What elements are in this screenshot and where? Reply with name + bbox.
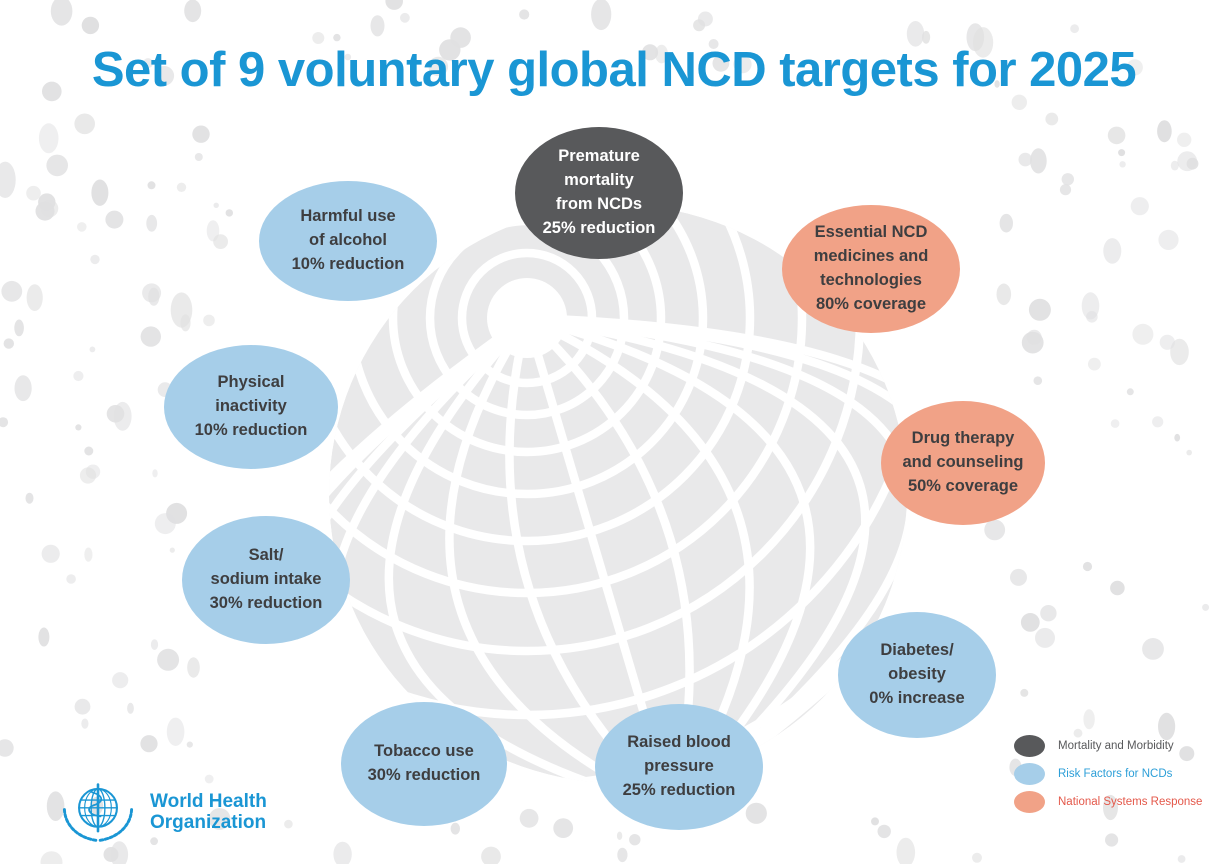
bubble-text-line: 50% coverage bbox=[907, 476, 1019, 495]
bubble-essential-medicines bbox=[782, 205, 960, 333]
legend bbox=[1014, 732, 1202, 816]
page-title: Set of 9 voluntary global NCD targets for 2025 bbox=[91, 43, 1137, 97]
legend-item-systems-response bbox=[1014, 788, 1202, 816]
who-logo-text bbox=[150, 792, 267, 834]
who-logo bbox=[54, 782, 267, 844]
bubble-harmful-alcohol bbox=[259, 181, 437, 301]
bubble-text-line: pressure bbox=[644, 757, 714, 776]
bubble-text-line: sodium intake bbox=[210, 570, 322, 589]
bubble-text-line: Premature bbox=[558, 147, 640, 166]
bubble-text-line: Diabetes/ bbox=[880, 641, 954, 660]
bubble-premature-mortality bbox=[515, 127, 683, 259]
bubble-text-line: 10% reduction bbox=[194, 420, 308, 439]
legend-swatch-mortality bbox=[1014, 735, 1045, 757]
bubble-text-line: Physical bbox=[217, 373, 285, 392]
legend-item-risk-factors bbox=[1014, 760, 1202, 788]
bubble-text-line: 0% increase bbox=[869, 688, 965, 707]
bubble-text-line: 80% coverage bbox=[815, 294, 927, 313]
bubble-text-line: obesity bbox=[888, 665, 946, 684]
bubble-text-line: 10% reduction bbox=[291, 254, 405, 273]
legend-swatch-risk-factors bbox=[1014, 763, 1045, 785]
bubble-text-line: Essential NCD bbox=[814, 223, 928, 242]
bubble-text-line: Drug therapy bbox=[911, 429, 1015, 448]
legend-label: National Systems Response bbox=[1058, 796, 1203, 808]
who-org-line: Organization bbox=[150, 812, 267, 833]
bubble-diabetes-obesity bbox=[838, 612, 996, 738]
bubble-text-line: Harmful use bbox=[300, 207, 396, 226]
bubble-salt-sodium bbox=[182, 516, 350, 644]
legend-item-mortality bbox=[1014, 732, 1202, 760]
who-emblem-icon bbox=[54, 782, 142, 844]
legend-label: Risk Factors for NCDs bbox=[1058, 768, 1173, 780]
bubble-text-line: 30% reduction bbox=[209, 593, 323, 612]
bubble-text-line: of alcohol bbox=[309, 231, 387, 250]
bubble-text-line: technologies bbox=[820, 271, 922, 289]
bubble-drug-therapy bbox=[881, 401, 1045, 525]
bubble-text-line: 30% reduction bbox=[367, 766, 481, 784]
bubble-text-line: Raised blood bbox=[627, 733, 731, 752]
bubble-text-line: medicines and bbox=[813, 247, 929, 266]
bubble-text-line: from NCDs bbox=[555, 195, 643, 213]
bubble-text-line: and counseling bbox=[902, 453, 1024, 472]
legend-label: Mortality and Morbidity bbox=[1058, 740, 1174, 752]
legend-swatch-systems-response bbox=[1014, 791, 1045, 813]
bubble-text-line: mortality bbox=[564, 171, 634, 190]
bubble-text-line: 25% reduction bbox=[542, 218, 656, 237]
who-org-line: World Health bbox=[150, 791, 267, 813]
bubble-text-line: inactivity bbox=[215, 397, 287, 416]
bubble-text-line: 25% reduction bbox=[622, 780, 736, 799]
bubble-text-line: Salt/ bbox=[248, 546, 284, 565]
bubble-text-line: Tobacco use bbox=[374, 742, 474, 761]
bubble-tobacco-use bbox=[341, 702, 507, 826]
bubble-physical-inactivity bbox=[164, 345, 338, 469]
bubble-raised-blood-pressure bbox=[595, 704, 763, 830]
